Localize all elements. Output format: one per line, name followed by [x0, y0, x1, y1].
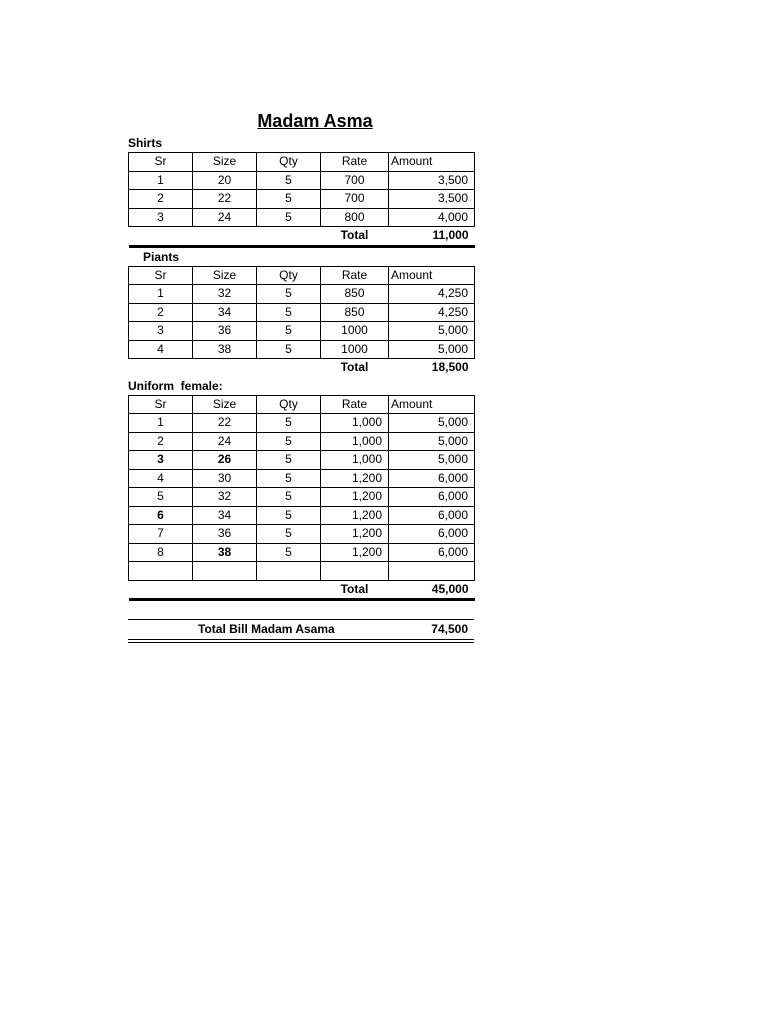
cell-sr: 1	[129, 414, 193, 433]
cell-size: 24	[193, 432, 257, 451]
total-label: Total	[321, 227, 389, 247]
table-row	[129, 488, 475, 507]
cell-sr: 3	[129, 322, 193, 341]
cell-amount: 6,000	[389, 543, 475, 562]
cell-amount: 6,000	[389, 506, 475, 525]
table-row	[129, 414, 475, 433]
cell-rate: 1,200	[321, 506, 389, 525]
cell-rate: 850	[321, 285, 389, 304]
cell-amount: 4,250	[389, 303, 475, 322]
cell-amount: 3,500	[389, 171, 475, 190]
table-header-row	[129, 395, 475, 414]
cell-sr: 7	[129, 525, 193, 544]
cell-size: 36	[193, 525, 257, 544]
cell-sr: 4	[129, 469, 193, 488]
cell-sr: 5	[129, 488, 193, 507]
shirts-table	[128, 152, 475, 248]
table-row	[129, 432, 475, 451]
table-row	[129, 506, 475, 525]
cell-qty	[257, 562, 321, 581]
total-label: Total	[340, 360, 369, 375]
cell-qty: 5	[257, 488, 321, 507]
cell-amount: 6,000	[389, 469, 475, 488]
cell-rate: 1,200	[321, 543, 389, 562]
cell-qty: 5	[257, 414, 321, 433]
cell-sr: 3	[129, 208, 193, 227]
table-row	[129, 525, 475, 544]
cell-sr: 8	[129, 543, 193, 562]
cell-rate: 850	[321, 303, 389, 322]
table-row	[129, 303, 475, 322]
cell-amount: 5,000	[389, 451, 475, 470]
header-qty: Qty	[257, 266, 321, 285]
header-size: Size	[193, 395, 257, 414]
header-sr: Sr	[129, 395, 193, 414]
cell-amount: 5,000	[389, 340, 475, 359]
table-header-row	[129, 153, 475, 172]
grand-total-label: Total Bill Madam Asama	[198, 622, 335, 636]
cell-size: 26	[193, 451, 257, 470]
header-sr: Sr	[129, 153, 193, 172]
header-size: Size	[193, 153, 257, 172]
cell-qty: 5	[257, 340, 321, 359]
cell-amount: 5,000	[389, 432, 475, 451]
cell-rate: 1,000	[321, 414, 389, 433]
header-rate: Rate	[321, 266, 389, 285]
cell-rate: 800	[321, 208, 389, 227]
table-header-row	[129, 266, 475, 285]
cell-qty: 5	[257, 506, 321, 525]
cell-qty: 5	[257, 525, 321, 544]
header-sr: Sr	[129, 266, 193, 285]
cell-qty: 5	[257, 171, 321, 190]
cell-sr: 3	[129, 451, 193, 470]
section-label-piants: Piants	[143, 249, 180, 264]
total-value: 18,500	[431, 360, 469, 375]
grand-total-row	[128, 619, 474, 643]
cell-amount: 4,000	[389, 208, 475, 227]
cell-qty: 5	[257, 208, 321, 227]
cell-rate: 700	[321, 171, 389, 190]
cell-qty: 5	[257, 190, 321, 209]
cell-qty: 5	[257, 432, 321, 451]
total-label: Total	[321, 580, 389, 600]
cell-amount: 6,000	[389, 488, 475, 507]
uniform-female-table	[128, 395, 475, 602]
cell-rate: 1,200	[321, 525, 389, 544]
cell-size: 20	[193, 171, 257, 190]
cell-sr: 6	[129, 506, 193, 525]
total-value: 45,000	[389, 580, 475, 600]
cell-sr: 1	[129, 171, 193, 190]
table-row	[129, 190, 475, 209]
cell-qty: 5	[257, 285, 321, 304]
cell-size: 34	[193, 303, 257, 322]
table-row	[129, 171, 475, 190]
table-row	[129, 208, 475, 227]
header-rate: Rate	[321, 395, 389, 414]
section-label-uniform-female: Uniform female:	[128, 378, 223, 393]
total-row	[129, 580, 475, 600]
invoice-sheet	[128, 108, 474, 643]
cell-size: 22	[193, 414, 257, 433]
cell-qty: 5	[257, 469, 321, 488]
cell-size: 24	[193, 208, 257, 227]
cell-size: 32	[193, 488, 257, 507]
table-row-empty	[129, 562, 475, 581]
table-row	[129, 543, 475, 562]
cell-qty: 5	[257, 543, 321, 562]
cell-amount: 4,250	[389, 285, 475, 304]
cell-amount: 3,500	[389, 190, 475, 209]
total-row	[129, 227, 475, 247]
table-row	[129, 451, 475, 470]
table-row	[129, 469, 475, 488]
total-value: 11,000	[389, 227, 475, 247]
cell-amount	[389, 562, 475, 581]
cell-size: 22	[193, 190, 257, 209]
cell-sr: 2	[129, 432, 193, 451]
cell-sr: 1	[129, 285, 193, 304]
cell-rate: 1,200	[321, 469, 389, 488]
cell-amount: 6,000	[389, 525, 475, 544]
cell-amount: 5,000	[389, 414, 475, 433]
cell-size: 34	[193, 506, 257, 525]
cell-sr	[129, 562, 193, 581]
cell-rate: 1000	[321, 340, 389, 359]
cell-size	[193, 562, 257, 581]
cell-size: 30	[193, 469, 257, 488]
table-row	[129, 340, 475, 359]
cell-size: 38	[193, 543, 257, 562]
header-qty: Qty	[257, 153, 321, 172]
cell-size: 32	[193, 285, 257, 304]
cell-qty: 5	[257, 451, 321, 470]
cell-sr: 4	[129, 340, 193, 359]
cell-sr: 2	[129, 190, 193, 209]
cell-rate: 1,000	[321, 451, 389, 470]
total-row	[129, 359, 475, 377]
header-amount: Amount	[389, 153, 475, 172]
header-qty: Qty	[257, 395, 321, 414]
cell-size: 38	[193, 340, 257, 359]
header-amount: Amount	[389, 266, 475, 285]
piants-table	[128, 266, 475, 377]
cell-sr: 2	[129, 303, 193, 322]
document-title: Madam Asma	[257, 111, 373, 131]
cell-qty: 5	[257, 322, 321, 341]
section-label-shirts: Shirts	[128, 136, 163, 150]
grand-total-value: 74,500	[431, 622, 468, 636]
cell-rate: 1,200	[321, 488, 389, 507]
header-rate: Rate	[321, 153, 389, 172]
table-row	[129, 285, 475, 304]
cell-rate: 1,000	[321, 432, 389, 451]
cell-amount: 5,000	[389, 322, 475, 341]
table-row	[129, 322, 475, 341]
cell-qty: 5	[257, 303, 321, 322]
cell-size: 36	[193, 322, 257, 341]
header-amount: Amount	[389, 395, 475, 414]
header-size: Size	[193, 266, 257, 285]
cell-rate: 700	[321, 190, 389, 209]
cell-rate: 1000	[321, 322, 389, 341]
cell-rate	[321, 562, 389, 581]
